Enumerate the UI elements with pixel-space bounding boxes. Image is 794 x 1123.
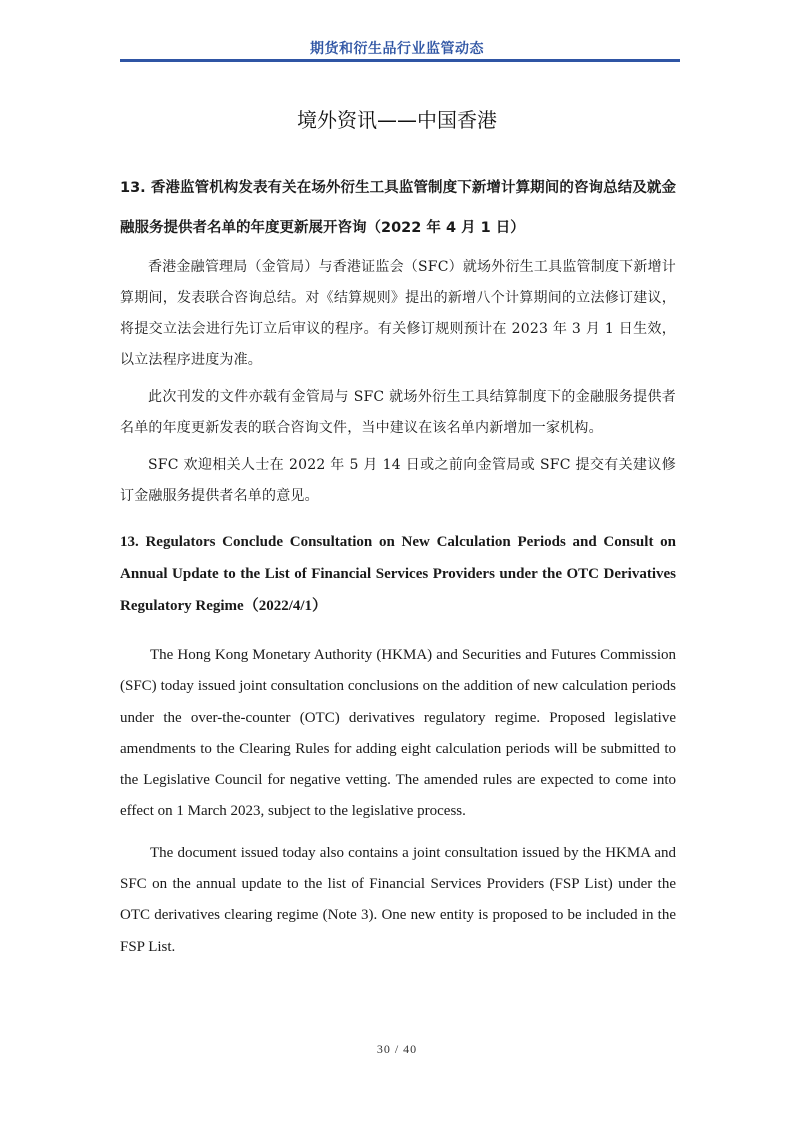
article-paragraph-zh: 此次刊发的文件亦载有金管局与 SFC 就场外衍生工具结算制度下的金融服务提供者名单的年度更新发表的联合咨询文件，当中建议在该名单内新增加一家机构。: [120, 389, 676, 436]
article-heading-zh: 13. 香港监管机构发表有关在场外衍生工具监管制度下新增计算期间的咨询总结及就金融服务提供者名单的年度更新展开咨询（2022 年 4 月 1 日）: [120, 180, 676, 236]
article-body: [120, 168, 676, 973]
article-paragraph-zh: SFC 欢迎相关人士在 2022 年 5 月 14 日或之前向金管局或 SFC 提交有关建议修订金融服务提供者名单的意见。: [120, 457, 676, 504]
article-paragraph-en: The Hong Kong Monetary Authority (HKMA) and Securities and Futures Commission (SFC) today issued joint consultation conclusions on the addition of new calculation periods under the over-the-counter (OTC) derivatives regulatory regime. Proposed legislative amendments to the Clearing Rules for adding eight calculation periods will be submitted to the Legislative Council for negative vetting. The amended rules are expected to come into effect on 1 March 2023, subject to the legislative process.: [120, 647, 676, 820]
article-paragraph-en: The document issued today also contains a joint consultation issued by the HKMA and SFC on the annual update to the list of Financial Services Providers (FSP List) under the OTC derivatives clearing regime (Note 3). One new entity is proposed to be included in the FSP List.: [120, 844, 676, 955]
article-paragraph-zh: 香港金融管理局（金管局）与香港证监会（SFC）就场外衍生工具监管制度下新增计算期间，发表联合咨询总结。对《结算规则》提出的新增八个计算期间的立法修订建议，将提交立法会进行先订立后审议的程序。有关修订规则预计在 2023 年 3 月 1 日生效，以立法程序进度为准。: [120, 259, 676, 368]
header-divider: [120, 59, 680, 62]
article-heading-en: 13. Regulators Conclude Consultation on New Calculation Periods and Consult on Annual Update to the List of Financial Services Providers under the OTC Derivatives Regulatory Regime（2022/4/1）: [120, 534, 676, 614]
section-title: 境外资讯——中国香港: [297, 108, 497, 132]
page-number: 30 / 40: [376, 1042, 418, 1056]
header-title: 期货和衍生品行业监管动态: [310, 41, 484, 57]
